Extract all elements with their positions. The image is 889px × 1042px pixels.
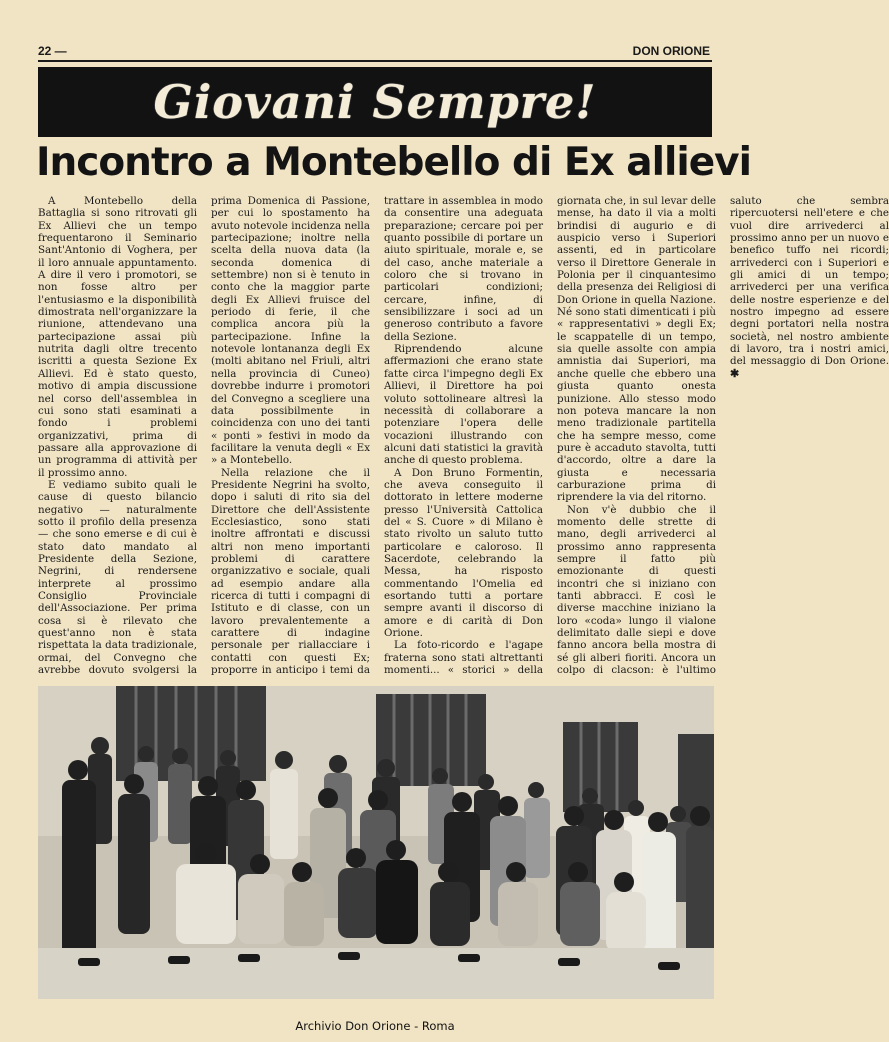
- header-rule: [38, 60, 712, 62]
- article-paragraph: E vediamo subito quali le cause di questo bilancio negativo — naturalmente sotto il profilo della presenza — che sono emerse e di cui è stato dato mandato al Presidente della Sezione, Negrini, di rendersene interprete al prossimo Consiglio Provinciale dell'Associazione. Per prima cosa si è rilevato che quest'anno non è stata rispettata la data tradizionale, ormai, del Convegno che avrebbe dovuto svolgersi la prima Domenica di Passione, per cui lo spostamento ha avuto notevole incidenza nella partecipazione; inoltre nella scelta della nuova data (la seconda domenica di settembre) non si è tenuto in conto che la maggior parte degli Ex Allievi fruisce del periodo di ferie, il che complica ancora più la partecipazione. Infine la notevole lontananza degli Ex (molti abitano nel Friuli, altri nella provincia di Cuneo) dovrebbe indurre i promotori del Convegno a scegliere una data possibilmente in coincidenza con uno dei tanti « ponti » festivi in modo da facilitare la venuta degli « Ex » a Montebello.: [38, 195, 370, 677]
- archive-footer: Archivio Don Orione - Roma: [295, 1019, 455, 1033]
- end-mark-icon: ✱: [730, 366, 740, 380]
- group-photo: [38, 686, 714, 999]
- magazine-name: DON ORIONE: [632, 44, 710, 58]
- article-paragraph: La foto-ricordo e l'agape fraterna sono stati altrettanti momenti... « storici » della giornata che, in sul levar delle mense, ha dato il via a molti brindisi di augurio e di auspicio verso i Superiori assenti, ed in particolare verso il Direttore Generale in Polonia per il cinquantesimo della presenza dei Religiosi di Don Orione in quella Nazione. Né sono stati dimenticati i più « rappresentativi » degli Ex; le scappatelle di un tempo, sia quelle assolte con ampia amnistia dai Superiori, ma anche quelle che ebbero una giusta quanto onesta punizione. Allo stesso modo non poteva mancare la non meno tradizionale partitella che ha sempre messo, come pure è accaduto stavolta, tutti d'accordo, oltre a dare la giusta e necessaria carburazione prima di riprendere la via del ritorno.: [384, 195, 716, 677]
- article-paragraph: Riprendendo alcune affermazioni che erano state fatte circa l'impegno degli Ex Allievi, il Direttore ha poi voluto sottolineare altresì la necessità di collaborare a potenziare l'opera delle vocazioni illustrando con alcuni dati statistici la gravità anche di questo problema.: [384, 343, 543, 467]
- section-banner: [38, 67, 712, 137]
- article-body: [38, 195, 889, 683]
- article-paragraph: A Don Bruno Formentin, che aveva conseguito il dottorato in lettere moderne presso l'Università Cattolica del « S. Cuore » di Milano è stato rivolto un saluto tutto particolare e caloroso. Il Sacerdote, celebrando la Messa, ha risposto commentando l'Omelia ed esortando tutti a portare sempre avanti il discorso di amore e di carità di Don Orione.: [384, 466, 543, 640]
- article-headline: Incontro a Montebello di Ex allievi: [36, 140, 751, 185]
- closing-paragraph-text: Non v'è dubbio che il momento delle strette di mano, degli arrivederci al prossimo anno rappresenta sempre il fatto più emozionante di questi incontri che si iniziano con tanti abbracci. E così le diverse macchine iniziano la loro «coda» lungo il vialone delimitato dalle siepi e dove fanno ancora bella mostra di sé gli alberi fioriti. Ancora un colpo di clacson: è l'ultimo saluto che sembra ripercuotersi nell'etere e che vuol dire arrivederci al prossimo anno per un nuovo e benefico tuffo nei ricordi; arrivederci con i Superiori e gli amici di un tempo; arrivederci per una verifica delle nostre esperienze e del nostro impegno ad essere degni portatori nella nostra società, nel nostro ambiente di lavoro, tra i nostri amici, del messaggio di Don Orione.: [557, 195, 889, 677]
- article-paragraph: Nella relazione che il Presidente Negrini ha svolto, dopo i saluti di rito sia del Direttore che dell'Assistente Ecclesiastico, sono stati inoltre affrontati e discussi altri non meno importanti problemi di carattere organizzativo e sociale, quali ad esempio andare alla ricerca di tutti i compagni di Istituto e di classe, con un lavoro prevalentemente a carattere di indagine personale per riallacciare i contatti con questi Ex; proporre in anticipo i temi da trattare in assemblea in modo da consentire una adeguata preparazione; cercare poi per quanto possibile di portare un aiuto spirituale, morale e, se del caso, anche materiale a coloro che si trovano in particolari condizioni; cercare, infine, di sensibilizzare i soci ad un generoso contributo a favore della Sezione.: [211, 195, 543, 677]
- article-paragraph: A Montebello della Battaglia si sono ritrovati gli Ex Allievi che un tempo frequentarono il Seminario Sant'Antonio di Voghera, per il loro annuale appuntamento. A dire il vero i promotori, se non fosse altro per l'entusiasmo e la disponibilità dimostrata nell'organizzare la riunione, attendevano una partecipazione assai più nutrita dagli oltre trecento iscritti a questa Sezione Ex Allievi. Ed è stato questo, motivo di ampia discussione nel corso dell'assemblea in cui sono stati esaminati a fondo i problemi organizzativi, prima di passare alla approvazione di un programma di attività per il prossimo anno.: [38, 195, 197, 479]
- page-number: 22 —: [38, 44, 67, 58]
- group-photo-illustration: [38, 686, 714, 999]
- banner-title: Giovani Sempre!: [153, 75, 597, 129]
